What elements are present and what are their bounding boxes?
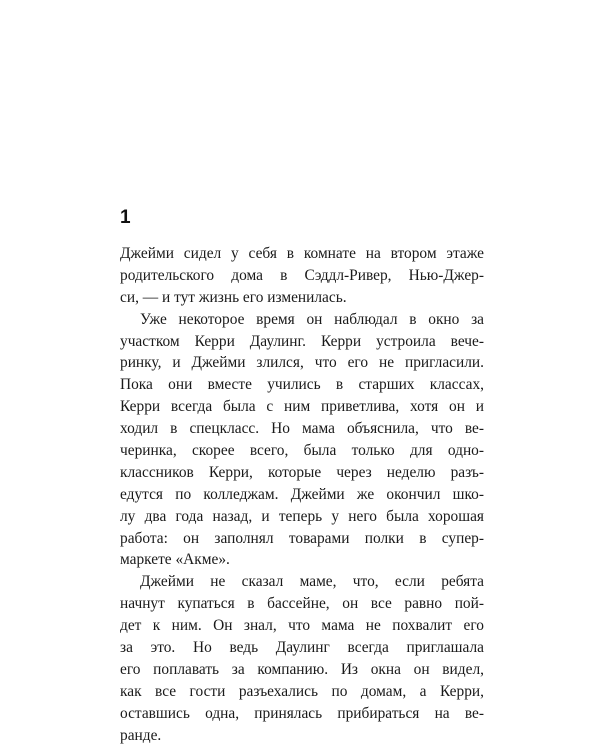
text-line: маркете «Акме».	[120, 551, 230, 569]
text-line: Джейми не сказал маме, что, если ребята	[140, 573, 484, 591]
text-line: ходил в спецкласс. Но мама объяснила, что ве-	[120, 420, 484, 438]
paragraph	[120, 571, 484, 746]
text-line: черинка, скорее всего, была только для одно-	[120, 442, 484, 460]
text-line: си, — и тут жизнь его изменилась.	[120, 288, 347, 306]
paragraph	[120, 309, 484, 572]
paragraph	[120, 243, 484, 309]
text-line: дет к ним. Он знал, что мама не похвалит его	[120, 617, 484, 635]
text-line: оставшись одна, принялась прибираться на ве-	[120, 704, 484, 722]
text-line: за это. Но ведь Даулинг всегда приглашала	[120, 639, 484, 657]
text-line: родительского дома в Сэддл-Ривер, Нью-Джер-	[120, 266, 484, 284]
text-line: участком Керри Даулинг. Керри устроила вече-	[120, 332, 484, 350]
text-line: лу два года назад, и теперь у него была хорошая	[120, 507, 484, 525]
chapter-number: 1	[120, 207, 131, 228]
text-line: Пока они вместе учились в старших классах,	[120, 376, 484, 394]
chapter-text	[120, 243, 484, 746]
text-line: Джейми сидел у себя в комнате на втором этаже	[120, 245, 484, 262]
text-line: начнут купаться в бассейне, он все равно пой-	[120, 595, 484, 613]
text-line: ранде.	[120, 726, 162, 744]
text-line: его поплавать за компанию. Из окна он видел,	[120, 660, 484, 678]
text-line: работа: он заполнял товарами полки в супер-	[120, 529, 484, 547]
text-line: Уже некоторое время он наблюдал в окно за	[140, 310, 484, 328]
text-line: классников Керри, которые через неделю разъ-	[120, 463, 484, 481]
text-line: ринку, и Джейми злился, что его не пригласили.	[120, 354, 484, 372]
text-line: как все гости разъехались по домам, а Керри,	[120, 682, 484, 700]
text-line: едутся по колледжам. Джейми же окончил шко-	[120, 485, 484, 503]
text-line: Керри всегда была с ним приветлива, хотя он и	[120, 398, 484, 416]
